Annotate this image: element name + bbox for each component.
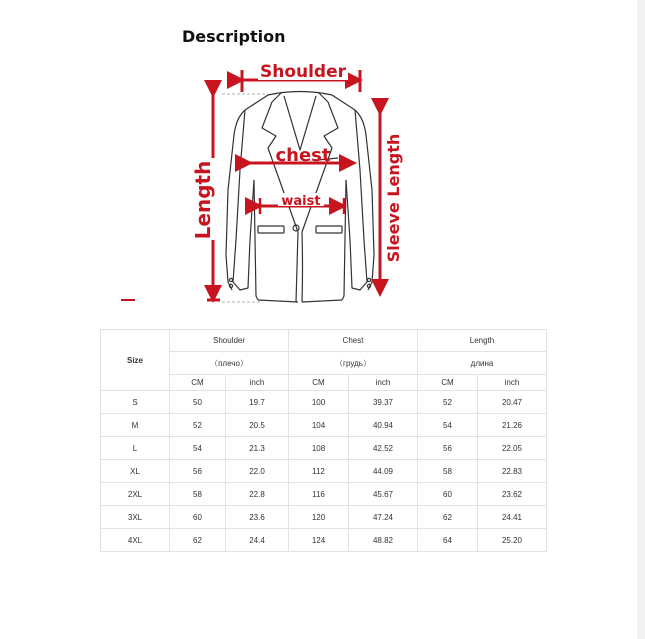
shoulder-measure (242, 62, 360, 92)
cell-length-cm: 60 (418, 483, 478, 506)
unit-inch: inch (478, 375, 547, 391)
cell-shoulder-in: 24.4 (226, 529, 289, 552)
unit-cm: CM (418, 375, 478, 391)
cell-length-in: 22.83 (478, 460, 547, 483)
cell-size: S (101, 391, 170, 414)
cell-length-cm: 64 (418, 529, 478, 552)
cell-chest-cm: 120 (289, 506, 349, 529)
chest-measure (250, 145, 354, 166)
shoulder-label: Shoulder (259, 62, 347, 82)
cell-chest-in: 45.67 (349, 483, 418, 506)
cell-shoulder-cm: 50 (170, 391, 226, 414)
cell-chest-cm: 104 (289, 414, 349, 437)
length-header-ru: длина (418, 352, 547, 375)
cell-chest-in: 42.52 (349, 437, 418, 460)
waist-measure (260, 193, 344, 214)
cell-length-cm: 56 (418, 437, 478, 460)
size-chart-table (100, 329, 547, 552)
cell-shoulder-cm: 52 (170, 414, 226, 437)
table-row (101, 483, 547, 506)
cell-length-cm: 58 (418, 460, 478, 483)
table-row (101, 437, 547, 460)
chest-label: chest (275, 145, 331, 166)
cell-shoulder-cm: 58 (170, 483, 226, 506)
cell-size: L (101, 437, 170, 460)
cell-shoulder-in: 21.3 (226, 437, 289, 460)
cell-length-cm: 62 (418, 506, 478, 529)
cell-shoulder-in: 22.8 (226, 483, 289, 506)
unit-inch: inch (226, 375, 289, 391)
cell-chest-in: 44.09 (349, 460, 418, 483)
cell-shoulder-in: 23.6 (226, 506, 289, 529)
table-row (101, 506, 547, 529)
cell-chest-in: 48.82 (349, 529, 418, 552)
cell-chest-cm: 108 (289, 437, 349, 460)
cell-shoulder-cm: 60 (170, 506, 226, 529)
cell-length-in: 21.26 (478, 414, 547, 437)
sleeve-length-label: Sleeve Length (384, 133, 403, 263)
cell-shoulder-cm: 54 (170, 437, 226, 460)
length-label: Length (191, 160, 215, 240)
shoulder-header: Shoulder (170, 330, 289, 352)
cell-shoulder-cm: 62 (170, 529, 226, 552)
size-header: Size (101, 330, 170, 391)
cell-length-cm: 52 (418, 391, 478, 414)
cell-chest-in: 47.24 (349, 506, 418, 529)
cell-chest-cm: 100 (289, 391, 349, 414)
cell-size: XL (101, 460, 170, 483)
cell-shoulder-in: 20.5 (226, 414, 289, 437)
unit-inch: inch (349, 375, 418, 391)
length-header: Length (418, 330, 547, 352)
cell-chest-cm: 112 (289, 460, 349, 483)
cell-shoulder-cm: 56 (170, 460, 226, 483)
table-row (101, 391, 547, 414)
cell-length-in: 24.41 (478, 506, 547, 529)
length-measure (191, 95, 220, 300)
cell-chest-cm: 124 (289, 529, 349, 552)
cell-length-in: 25.20 (478, 529, 547, 552)
cell-shoulder-in: 22.0 (226, 460, 289, 483)
cell-chest-cm: 116 (289, 483, 349, 506)
waist-label: waist (281, 194, 321, 209)
cell-size: 2XL (101, 483, 170, 506)
cell-length-in: 20.47 (478, 391, 547, 414)
cell-size: 3XL (101, 506, 170, 529)
cell-chest-in: 40.94 (349, 414, 418, 437)
chest-header-ru: （грудь） (289, 352, 418, 375)
cell-length-cm: 54 (418, 414, 478, 437)
unit-cm: CM (170, 375, 226, 391)
cell-size: 4XL (101, 529, 170, 552)
cell-chest-in: 39.37 (349, 391, 418, 414)
cell-length-in: 23.62 (478, 483, 547, 506)
table-row (101, 460, 547, 483)
sleeve-length-measure (380, 113, 404, 294)
shoulder-header-ru: （плечо） (170, 352, 289, 375)
cell-shoulder-in: 19.7 (226, 391, 289, 414)
page-title: Description (182, 27, 286, 46)
table-row (101, 414, 547, 437)
chest-header: Chest (289, 330, 418, 352)
unit-cm: CM (289, 375, 349, 391)
cell-length-in: 22.05 (478, 437, 547, 460)
cell-size: M (101, 414, 170, 437)
table-row (101, 529, 547, 552)
